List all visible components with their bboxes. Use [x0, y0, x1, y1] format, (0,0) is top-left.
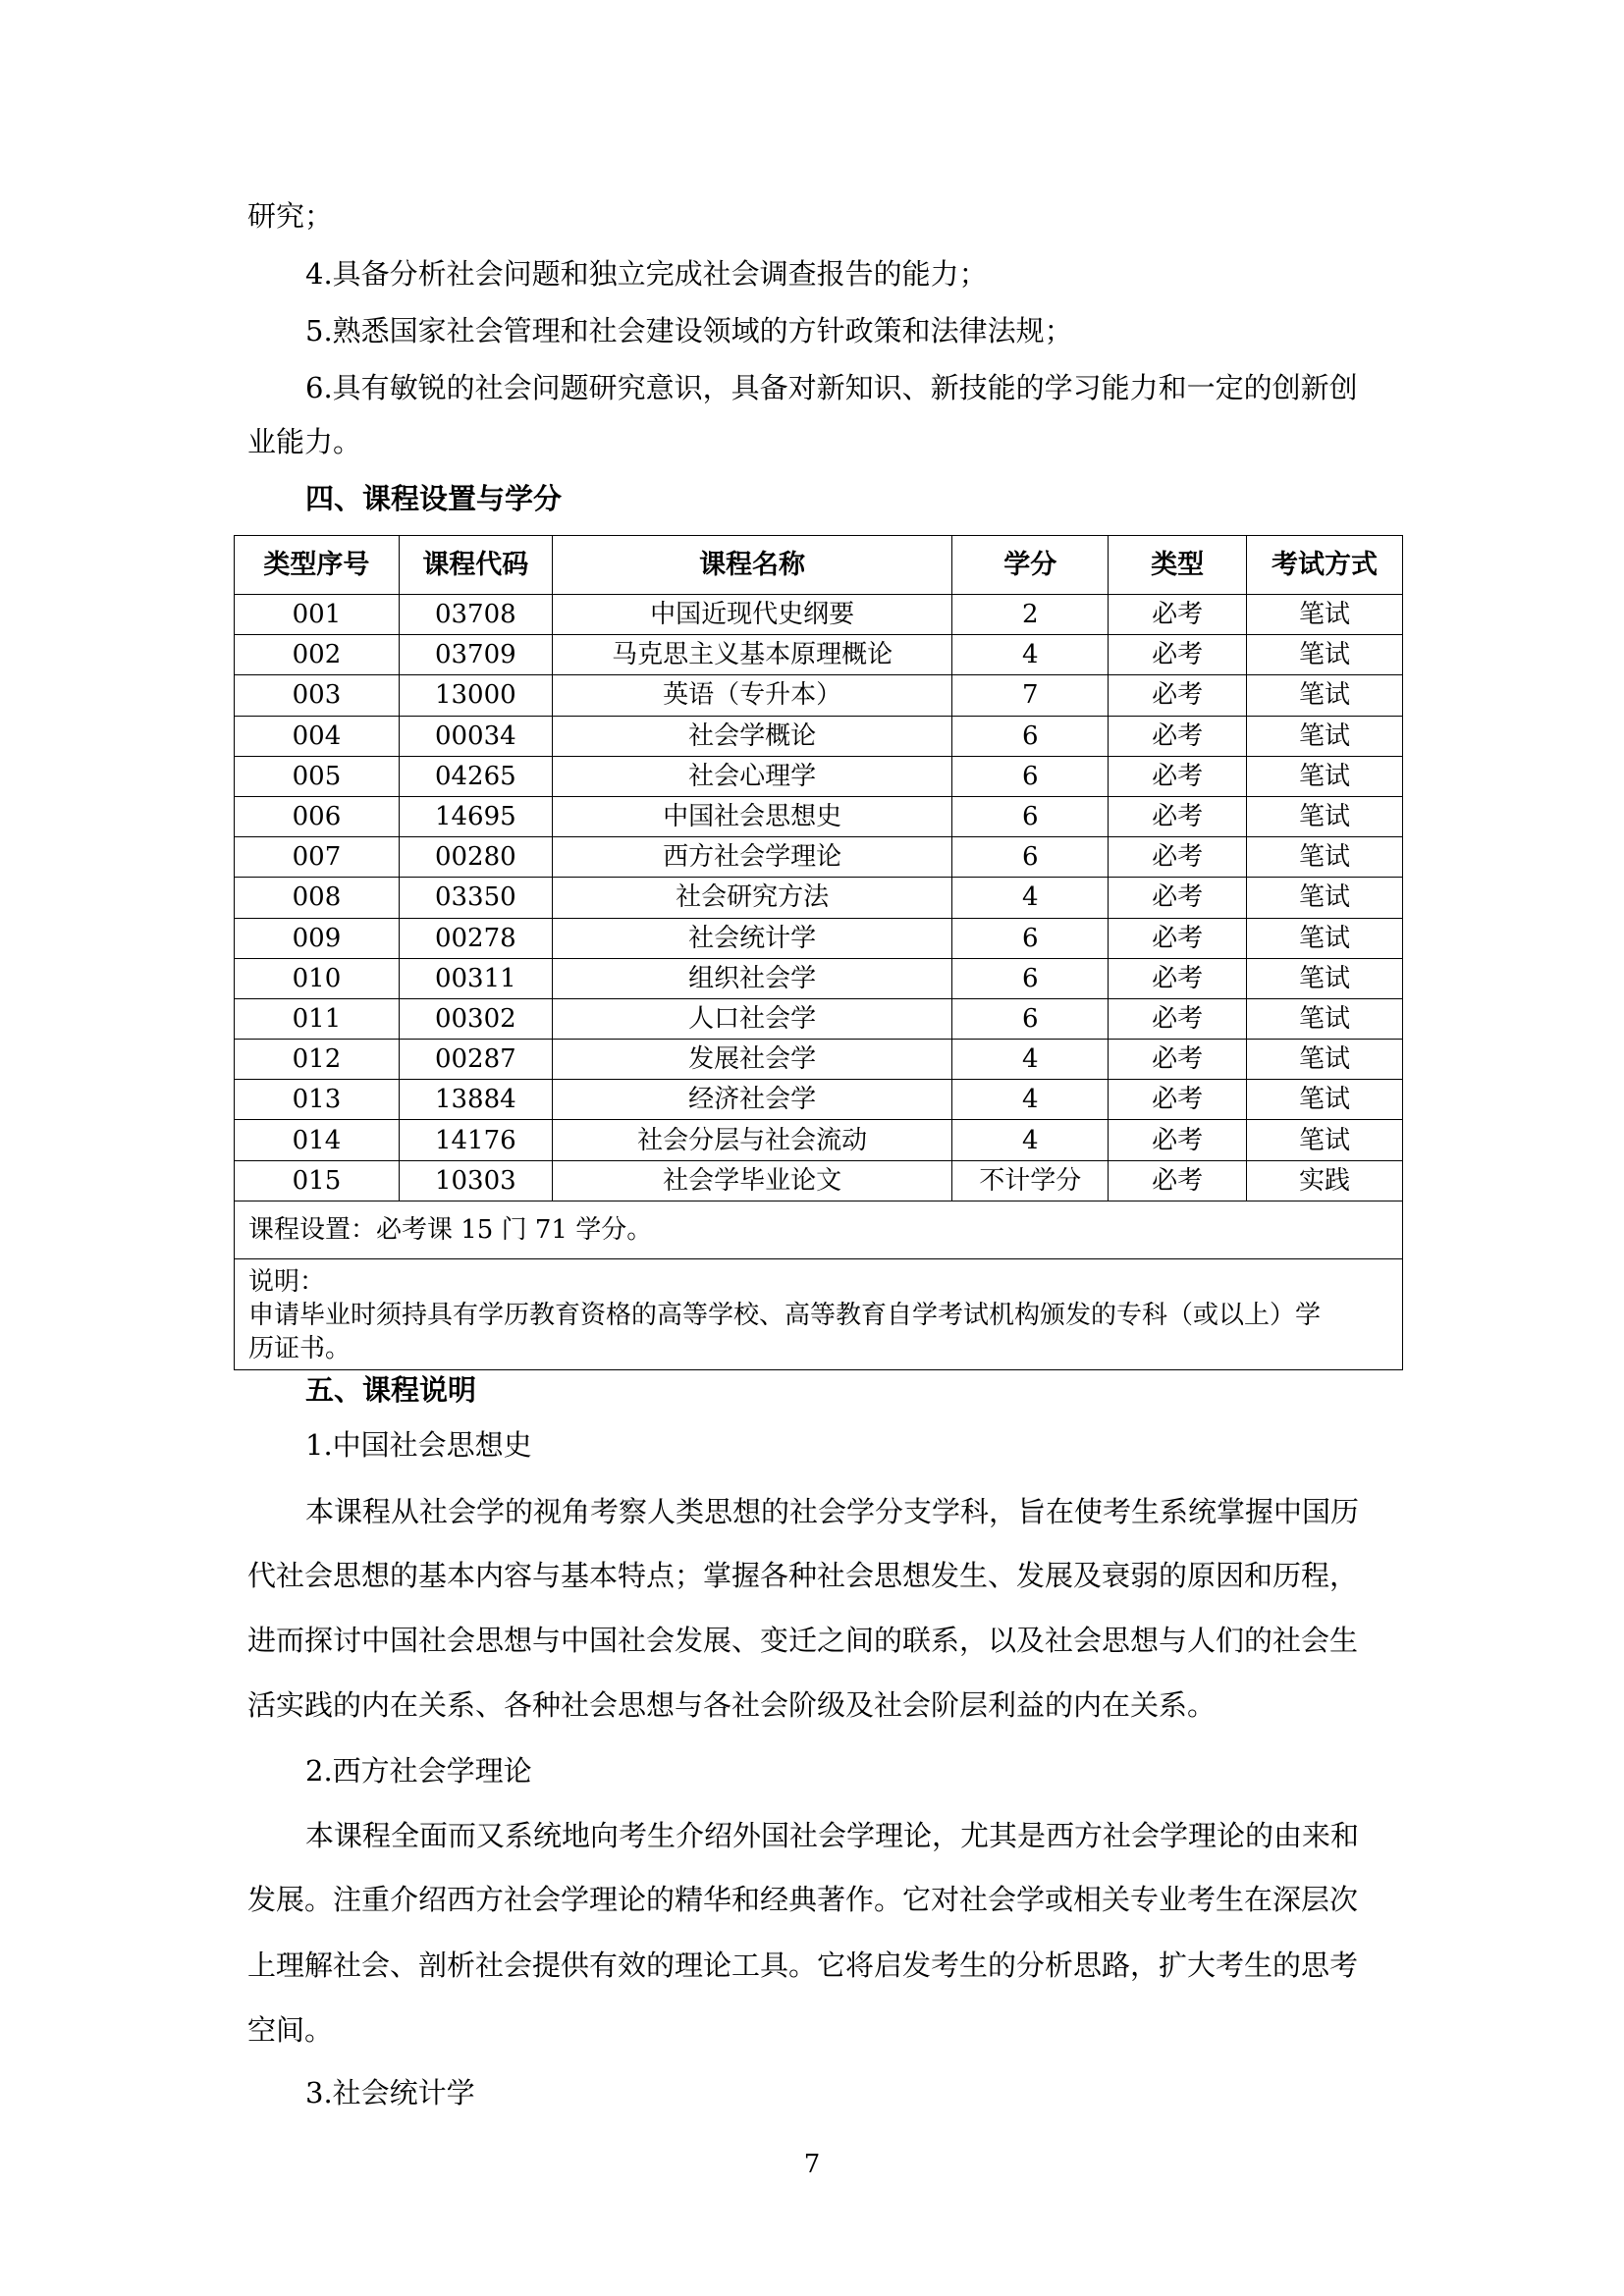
cell-name: 人口社会学 [552, 998, 952, 1039]
cell-kind: 必考 [1109, 1040, 1247, 1080]
course-3-title: 3.社会统计学 [305, 2076, 475, 2109]
cell-exam: 笔试 [1247, 998, 1403, 1039]
header-kind: 类型 [1109, 536, 1247, 595]
table-row [235, 1160, 1403, 1201]
cell-code: 13884 [399, 1080, 552, 1120]
cell-name: 发展社会学 [552, 1040, 952, 1080]
cell-credit: 6 [952, 918, 1109, 958]
cell-credit: 4 [952, 1040, 1109, 1080]
cell-exam: 笔试 [1247, 1120, 1403, 1160]
table-row [235, 756, 1403, 796]
cell-credit: 6 [952, 837, 1109, 878]
cell-exam: 笔试 [1247, 756, 1403, 796]
cell-code: 13000 [399, 675, 552, 716]
cell-type-no: 013 [235, 1080, 400, 1120]
cell-name: 社会分层与社会流动 [552, 1120, 952, 1160]
cell-exam: 实践 [1247, 1160, 1403, 1201]
course-2-line-2: 发展。注重介绍西方社会学理论的精华和经典著作。它对社会学或相关专业考生在深层次 [247, 1883, 1359, 1916]
cell-code: 00278 [399, 918, 552, 958]
cell-exam: 笔试 [1247, 1040, 1403, 1080]
cell-type-no: 011 [235, 998, 400, 1039]
cell-name: 社会学概论 [552, 716, 952, 756]
table-header-row [235, 536, 1403, 595]
cell-credit: 不计学分 [952, 1160, 1109, 1201]
cell-kind: 必考 [1109, 918, 1247, 958]
cell-kind: 必考 [1109, 635, 1247, 675]
table-row [235, 716, 1403, 756]
cell-name: 经济社会学 [552, 1080, 952, 1120]
cell-type-no: 006 [235, 796, 400, 836]
table-row [235, 958, 1403, 998]
cell-exam: 笔试 [1247, 595, 1403, 635]
cell-kind: 必考 [1109, 675, 1247, 716]
intro-line-1: 研究； [247, 199, 334, 233]
intro-line-5: 业能力。 [247, 425, 362, 458]
cell-kind: 必考 [1109, 998, 1247, 1039]
intro-line-4: 6.具有敏锐的社会问题研究意识，具备对新知识、新技能的学习能力和一定的创新创 [305, 371, 1358, 404]
course-2-line-1: 本课程全面而又系统地向考生介绍外国社会学理论，尤其是西方社会学理论的由来和 [305, 1819, 1360, 1852]
summary-row [235, 1201, 1403, 1258]
cell-name: 社会学毕业论文 [552, 1160, 952, 1201]
cell-type-no: 001 [235, 595, 400, 635]
cell-name: 中国近现代史纲要 [552, 595, 952, 635]
cell-name: 社会统计学 [552, 918, 952, 958]
table-row [235, 595, 1403, 635]
remark-label: 说明： [248, 1266, 326, 1297]
summary-text: 课程设置：必考课 15 门 71 学分。 [235, 1201, 1403, 1258]
cell-exam: 笔试 [1247, 796, 1403, 836]
cell-kind: 必考 [1109, 716, 1247, 756]
header-code: 课程代码 [399, 536, 552, 595]
cell-credit: 4 [952, 1120, 1109, 1160]
table-row [235, 918, 1403, 958]
course-1-line-4: 活实践的内在关系、各种社会思想与各社会阶级及社会阶层利益的内在关系。 [247, 1688, 1217, 1722]
cell-code: 00287 [399, 1040, 552, 1080]
cell-credit: 4 [952, 635, 1109, 675]
cell-type-no: 003 [235, 675, 400, 716]
header-exam: 考试方式 [1247, 536, 1403, 595]
course-1-line-3: 进而探讨中国社会思想与中国社会发展、变迁之间的联系，以及社会思想与人们的社会生 [247, 1624, 1359, 1657]
course-table [234, 535, 1403, 1370]
cell-type-no: 014 [235, 1120, 400, 1160]
section-4-title: 四、课程设置与学分 [305, 482, 563, 515]
intro-line-2: 4.具备分析社会问题和独立完成社会调查报告的能力； [305, 257, 988, 291]
cell-credit: 4 [952, 878, 1109, 918]
remark-row [235, 1258, 1403, 1369]
cell-name: 马克思主义基本原理概论 [552, 635, 952, 675]
cell-exam: 笔试 [1247, 635, 1403, 675]
cell-kind: 必考 [1109, 958, 1247, 998]
table-row [235, 635, 1403, 675]
remark-text-2: 历证书。 [248, 1333, 352, 1363]
cell-kind: 必考 [1109, 1160, 1247, 1201]
course-1-line-1: 本课程从社会学的视角考察人类思想的社会学分支学科，旨在使考生系统掌握中国历 [305, 1495, 1360, 1528]
cell-kind: 必考 [1109, 595, 1247, 635]
cell-type-no: 002 [235, 635, 400, 675]
cell-name: 社会心理学 [552, 756, 952, 796]
table-row [235, 1040, 1403, 1080]
cell-code: 00302 [399, 998, 552, 1039]
course-2-title: 2.西方社会学理论 [305, 1754, 532, 1788]
cell-kind: 必考 [1109, 756, 1247, 796]
cell-kind: 必考 [1109, 1080, 1247, 1120]
cell-type-no: 009 [235, 918, 400, 958]
cell-credit: 6 [952, 998, 1109, 1039]
cell-exam: 笔试 [1247, 716, 1403, 756]
cell-code: 03709 [399, 635, 552, 675]
cell-code: 00311 [399, 958, 552, 998]
course-1-line-2: 代社会思想的基本内容与基本特点；掌握各种社会思想发生、发展及衰弱的原因和历程， [247, 1559, 1359, 1592]
header-credit: 学分 [952, 536, 1109, 595]
page-number: 7 [803, 2150, 821, 2179]
cell-credit: 6 [952, 796, 1109, 836]
course-1-title: 1.中国社会思想史 [305, 1428, 532, 1462]
cell-type-no: 010 [235, 958, 400, 998]
cell-code: 14695 [399, 796, 552, 836]
cell-exam: 笔试 [1247, 958, 1403, 998]
cell-name: 组织社会学 [552, 958, 952, 998]
cell-kind: 必考 [1109, 1120, 1247, 1160]
cell-type-no: 004 [235, 716, 400, 756]
table-row [235, 1120, 1403, 1160]
cell-exam: 笔试 [1247, 878, 1403, 918]
header-type-no: 类型序号 [235, 536, 400, 595]
cell-exam: 笔试 [1247, 918, 1403, 958]
cell-name: 中国社会思想史 [552, 796, 952, 836]
cell-exam: 笔试 [1247, 837, 1403, 878]
table-row [235, 878, 1403, 918]
cell-credit: 2 [952, 595, 1109, 635]
remark-cell [235, 1258, 1403, 1369]
cell-name: 西方社会学理论 [552, 837, 952, 878]
cell-credit: 7 [952, 675, 1109, 716]
cell-code: 14176 [399, 1120, 552, 1160]
remark-text-1: 申请毕业时须持具有学历教育资格的高等学校、高等教育自学考试机构颁发的专科（或以上）学 [248, 1300, 1322, 1330]
header-name: 课程名称 [552, 536, 952, 595]
course-2-line-4: 空间。 [247, 2013, 334, 2047]
cell-type-no: 005 [235, 756, 400, 796]
cell-credit: 6 [952, 756, 1109, 796]
cell-code: 00034 [399, 716, 552, 756]
course-2-line-3: 上理解社会、剖析社会提供有效的理论工具。它将启发考生的分析思路，扩大考生的思考 [247, 1949, 1359, 1982]
cell-name: 社会研究方法 [552, 878, 952, 918]
cell-credit: 6 [952, 716, 1109, 756]
cell-code: 10303 [399, 1160, 552, 1201]
cell-exam: 笔试 [1247, 1080, 1403, 1120]
cell-type-no: 007 [235, 837, 400, 878]
table-row [235, 1080, 1403, 1120]
cell-code: 00280 [399, 837, 552, 878]
cell-kind: 必考 [1109, 878, 1247, 918]
cell-credit: 6 [952, 958, 1109, 998]
table-row [235, 998, 1403, 1039]
cell-kind: 必考 [1109, 837, 1247, 878]
cell-code: 03350 [399, 878, 552, 918]
cell-type-no: 008 [235, 878, 400, 918]
cell-type-no: 015 [235, 1160, 400, 1201]
intro-line-3: 5.熟悉国家社会管理和社会建设领域的方针政策和法律法规； [305, 314, 1073, 347]
table-row [235, 837, 1403, 878]
cell-exam: 笔试 [1247, 675, 1403, 716]
table-row [235, 796, 1403, 836]
cell-code: 03708 [399, 595, 552, 635]
cell-credit: 4 [952, 1080, 1109, 1120]
table-row [235, 675, 1403, 716]
cell-code: 04265 [399, 756, 552, 796]
cell-kind: 必考 [1109, 796, 1247, 836]
cell-type-no: 012 [235, 1040, 400, 1080]
cell-name: 英语（专升本） [552, 675, 952, 716]
section-5-title: 五、课程说明 [305, 1373, 477, 1407]
